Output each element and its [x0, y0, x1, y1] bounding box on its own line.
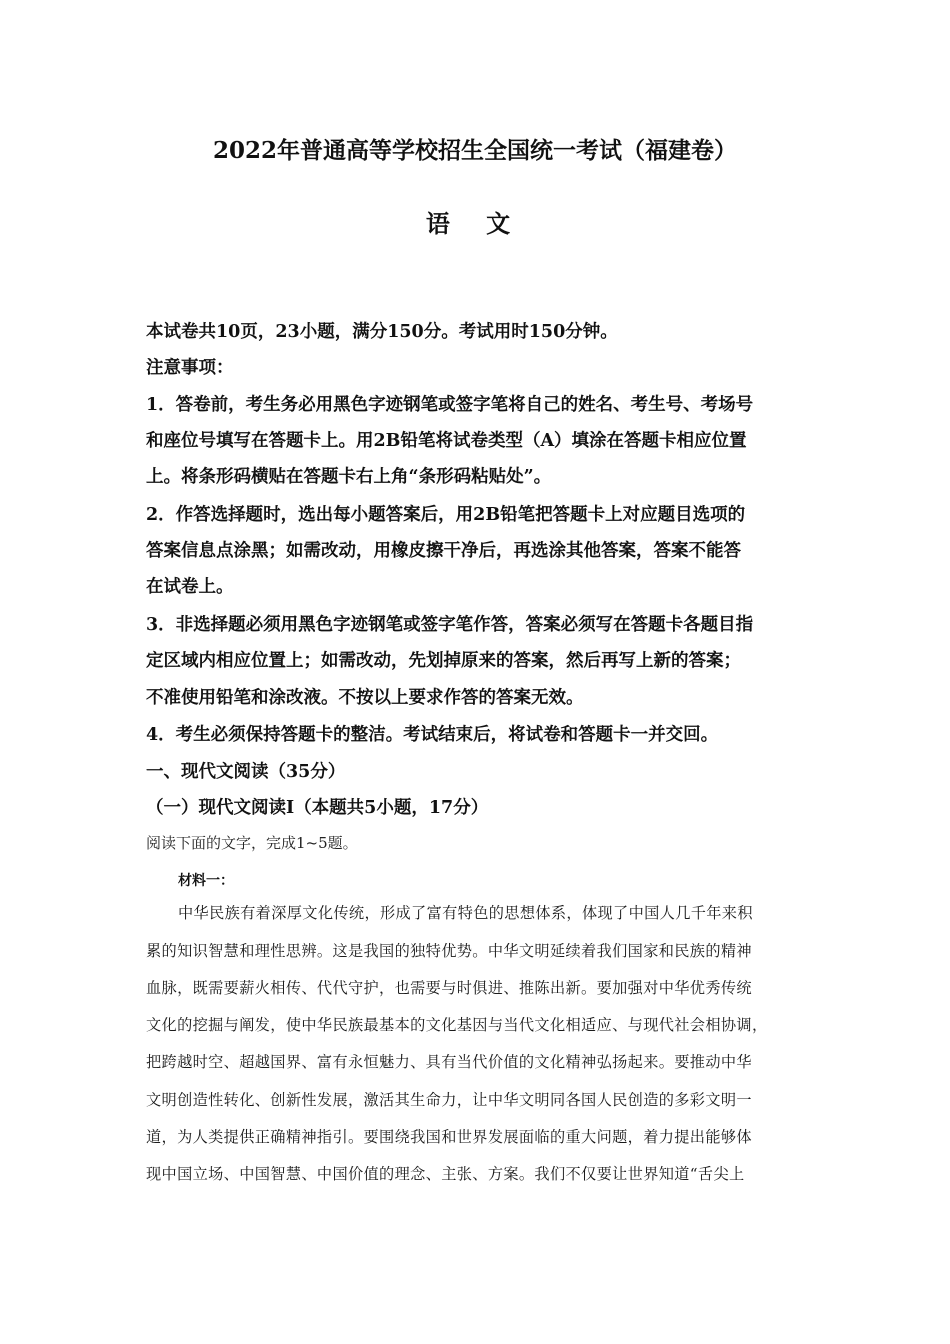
exam-title: 2022年普通高等学校招生全国统一考试（福建卷）: [212, 137, 737, 164]
passage-line: 中华民族有着深厚文化传统，形成了富有特色的思想体系，体现了中国人几千年来积: [178, 904, 753, 922]
notice-line: 定区域内相应位置上；如需改动，先划掉原来的答案，然后再写上新的答案；: [146, 651, 741, 671]
passage-line: 把跨越时空、超越国界、富有永恒魅力、具有当代价值的文化精神弘扬起来。要推动中华: [146, 1053, 752, 1071]
section-heading: 一、现代文阅读（35分）: [146, 762, 346, 782]
notice-line: 上。将条形码横贴在答题卡右上角“条形码粘贴处”。: [146, 467, 552, 487]
passage-line: 累的知识智慧和理性思辨。这是我国的独特优势。中华文明延续着我们国家和民族的精神: [146, 942, 752, 960]
notice-line: 和座位号填写在答题卡上。用2B铅笔将试卷类型（A）填涂在答题卡相应位置: [146, 431, 747, 451]
notice-line: 1．答卷前，考生务必用黑色字迹钢笔或签字笔将自己的姓名、考生号、考场号: [146, 395, 754, 415]
notice-line: 4．考生必须保持答题卡的整洁。考试结束后，将试卷和答题卡一并交回。: [146, 725, 719, 745]
passage-line: 血脉，既需要薪火相传、代代守护，也需要与时俱进、推陈出新。要加强对中华优秀传统: [146, 979, 752, 997]
notice-line: 在试卷上。: [146, 577, 234, 597]
reading-prompt: 阅读下面的文字，完成1~5题。: [146, 834, 358, 852]
section-subheading: （一）现代文阅读Ⅰ（本题共5小题，17分）: [146, 798, 489, 818]
notice-line: 3．非选择题必须用黑色字迹钢笔或签字笔作答，答案必须写在答题卡各题目指: [146, 615, 754, 635]
notice-line: 答案信息点涂黑；如需改动，用橡皮擦干净后，再选涂其他答案，答案不能答: [146, 541, 741, 561]
passage-line: 文化的挖掘与阐发，使中华民族最基本的文化基因与当代文化相适应、与现代社会相协调，: [146, 1016, 768, 1034]
exam-intro: 本试卷共10页，23小题，满分150分。考试用时150分钟。: [146, 322, 618, 342]
passage-line: 道，为人类提供正确精神指引。要围绕我国和世界发展面临的重大问题，着力提出能够体: [146, 1128, 752, 1146]
notice-line: 不准使用铅笔和涂改液。不按以上要求作答的答案无效。: [146, 688, 584, 708]
passage-line: 文明创造性转化、创新性发展，激活其生命力，让中华文明同各国人民创造的多彩文明一: [146, 1091, 752, 1109]
notice-line: 2．作答选择题时，选出每小题答案后，用2B铅笔把答题卡上对应题目选项的: [146, 505, 746, 525]
subject-title: 语 文: [425, 209, 525, 238]
notice-heading: 注意事项：: [146, 358, 234, 378]
material-label: 材料一：: [178, 873, 234, 889]
passage-line: 现中国立场、中国智慧、中国价值的理念、主张、方案。我们不仅要让世界知道“舌尖上: [146, 1165, 745, 1183]
